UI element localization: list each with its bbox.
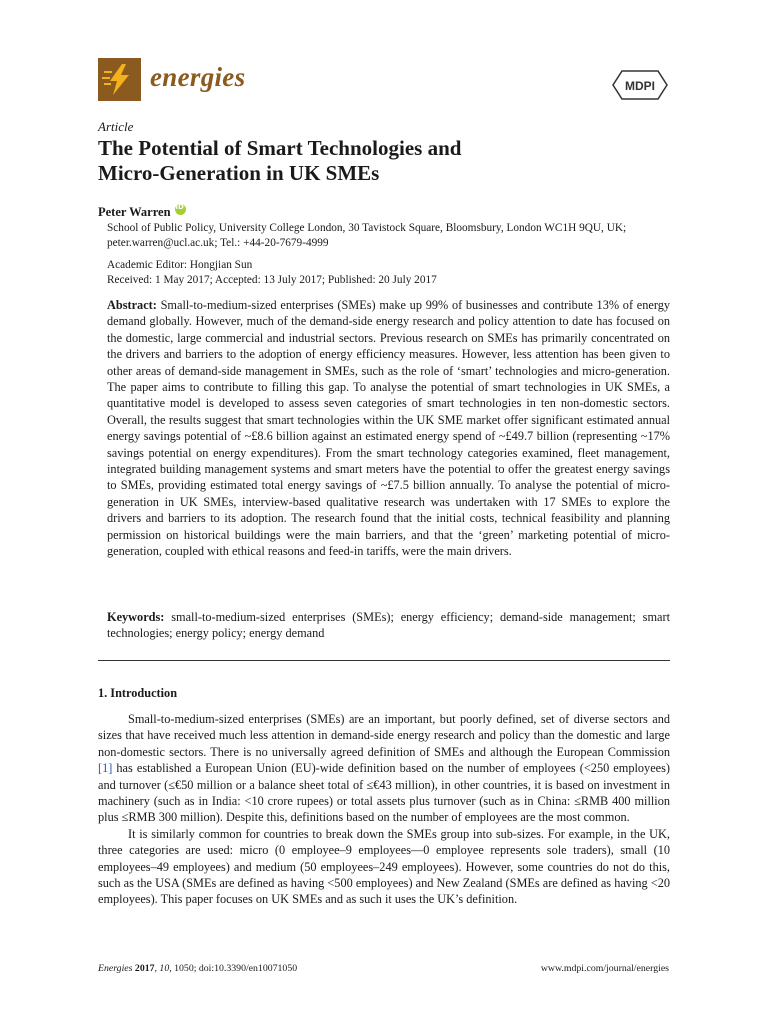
article-type: Article [98,119,134,134]
introduction-body [98,711,670,908]
title-line-2: Micro-Generation in UK SMEs [98,161,380,185]
author-line [98,204,186,220]
affiliation [107,221,626,251]
keywords [107,609,670,642]
footer-citation: Energies 2017, 10, 1050; doi:10.3390/en10071050 [98,963,298,974]
mdpi-logo [612,70,668,100]
section-divider [98,660,670,661]
citation-link[interactable]: [1] [98,761,113,776]
author-name: Peter Warren [98,205,171,219]
abstract-text: Small-to-medium-sized enterprises (SMEs) make up 99% of businesses and contribute 13% of energy demand globally. However, much of the demand-side energy research and policy attention to date has focused on the domestic, large commercial and industrial sectors. Previous research on SMEs has primarily concentrated on the drivers and barriers to the adoption of energy efficiency measures. However, less attention has been given to other areas of demand-side management in SMEs, such as the role of ‘smart’ technologies and micro-generation. The paper aims to contribute to filling this gap. To analyse the potential of smart technologies in UK SMEs, a quantitative model is developed to assess seven categories of smart technologies in ten non-domestic sectors. Overall, the results suggest that smart technologies within the UK SME market offer significant estimated annual energy savings potential of ~£8.6 billion against an estimated energy spend of ~£49.7 billion (representing ~17% savings potential on energy expenditures). From the smart technology categories examined, fleet management, integrated building management systems and smart meters have the potential to offer the greatest energy savings to SMEs, providing estimated total energy savings of ~£7.5 billion annually. To analyse the potential of micro-generation in UK SMEs, interview-based qualitative research was undertaken with 17 SMEs to explore the drivers and barriers to its adoption. The research found that the initial costs, technical feasibility and planning permission on historical buildings were the main barriers, and that the ‘green’ marketing potential of micro-generation, coupled with ethical reasons and feed-in tariffs, were the main drivers. [107,298,670,559]
publication-dates: Received: 1 May 2017; Accepted: 13 July 2017; Published: 20 July 2017 [107,274,437,286]
footer-year: 2017 [134,963,155,974]
paragraph-text: has established a European Union (EU)-wide definition based on the number of employees (<250 employees) and turnover (≤€50 million or a balance sheet total of ≤€43 million), in other countries, it is based on investment in machinery (such as in India: <10 crore rupees) or total assets plus turnover (such as in China: ≤RMB 400 million plus ≤RMB 300 million). Despite this, definitions based on the number of employees are the most common. [98,761,670,825]
footer-volume: 10 [159,963,170,974]
keywords-text: small-to-medium-sized enterprises (SMEs); energy efficiency; demand-side management; smart technologies; energy policy; energy demand [107,610,670,641]
footer-url[interactable]: www.mdpi.com/journal/energies [540,963,669,974]
affiliation-line-2: peter.warren@ucl.ac.uk; Tel.: +44-20-7679-4999 [107,237,329,249]
journal-logo [98,58,141,101]
affiliation-line-1: School of Public Policy, University College London, 30 Tavistock Square, Bloomsbury, London WC1H 9QU, UK; [107,222,627,234]
lightning-bolt-icon [98,58,141,101]
title-line-1: The Potential of Smart Technologies and [98,136,462,160]
footer-journal: Energies [98,963,133,974]
academic-editor: Academic Editor: Hongjian Sun [107,259,253,271]
mdpi-logo-text: MDPI [625,79,655,93]
footer-doi: , 1050; doi:10.3390/en10071050 [169,963,298,974]
abstract-label: Abstract: [107,298,157,312]
keywords-label: Keywords: [107,610,165,624]
section-heading: 1. Introduction [98,686,178,700]
paragraph-text: Small-to-medium-sized enterprises (SMEs) are an important, but poorly defined, set of diverse sectors and sizes that have received much less attention in demand-side energy research and policy than the domestic and large non-domestic sectors. There is no universally agreed definition of SMEs and although the European Commission [98,712,670,759]
article-title [98,136,658,186]
paragraph [98,711,670,826]
abstract [107,297,670,560]
orcid-icon[interactable] [175,204,186,215]
journal-name: energies [150,62,246,92]
paragraph: It is similarly common for countries to break down the SMEs group into sub-sizes. For example, in the UK, three categories are used: micro (0 employee–9 employees—0 employee represents sole traders), small (10 employees–49 employees) and medium (50 employees–249 employees). However, some countries do not do this, such as the USA (SMEs are defined as having <500 employees) and New Zealand (SMEs are defined as having <20 employees). This paper focuses on UK SMEs and as such it uses the UK’s definition. [98,826,670,907]
